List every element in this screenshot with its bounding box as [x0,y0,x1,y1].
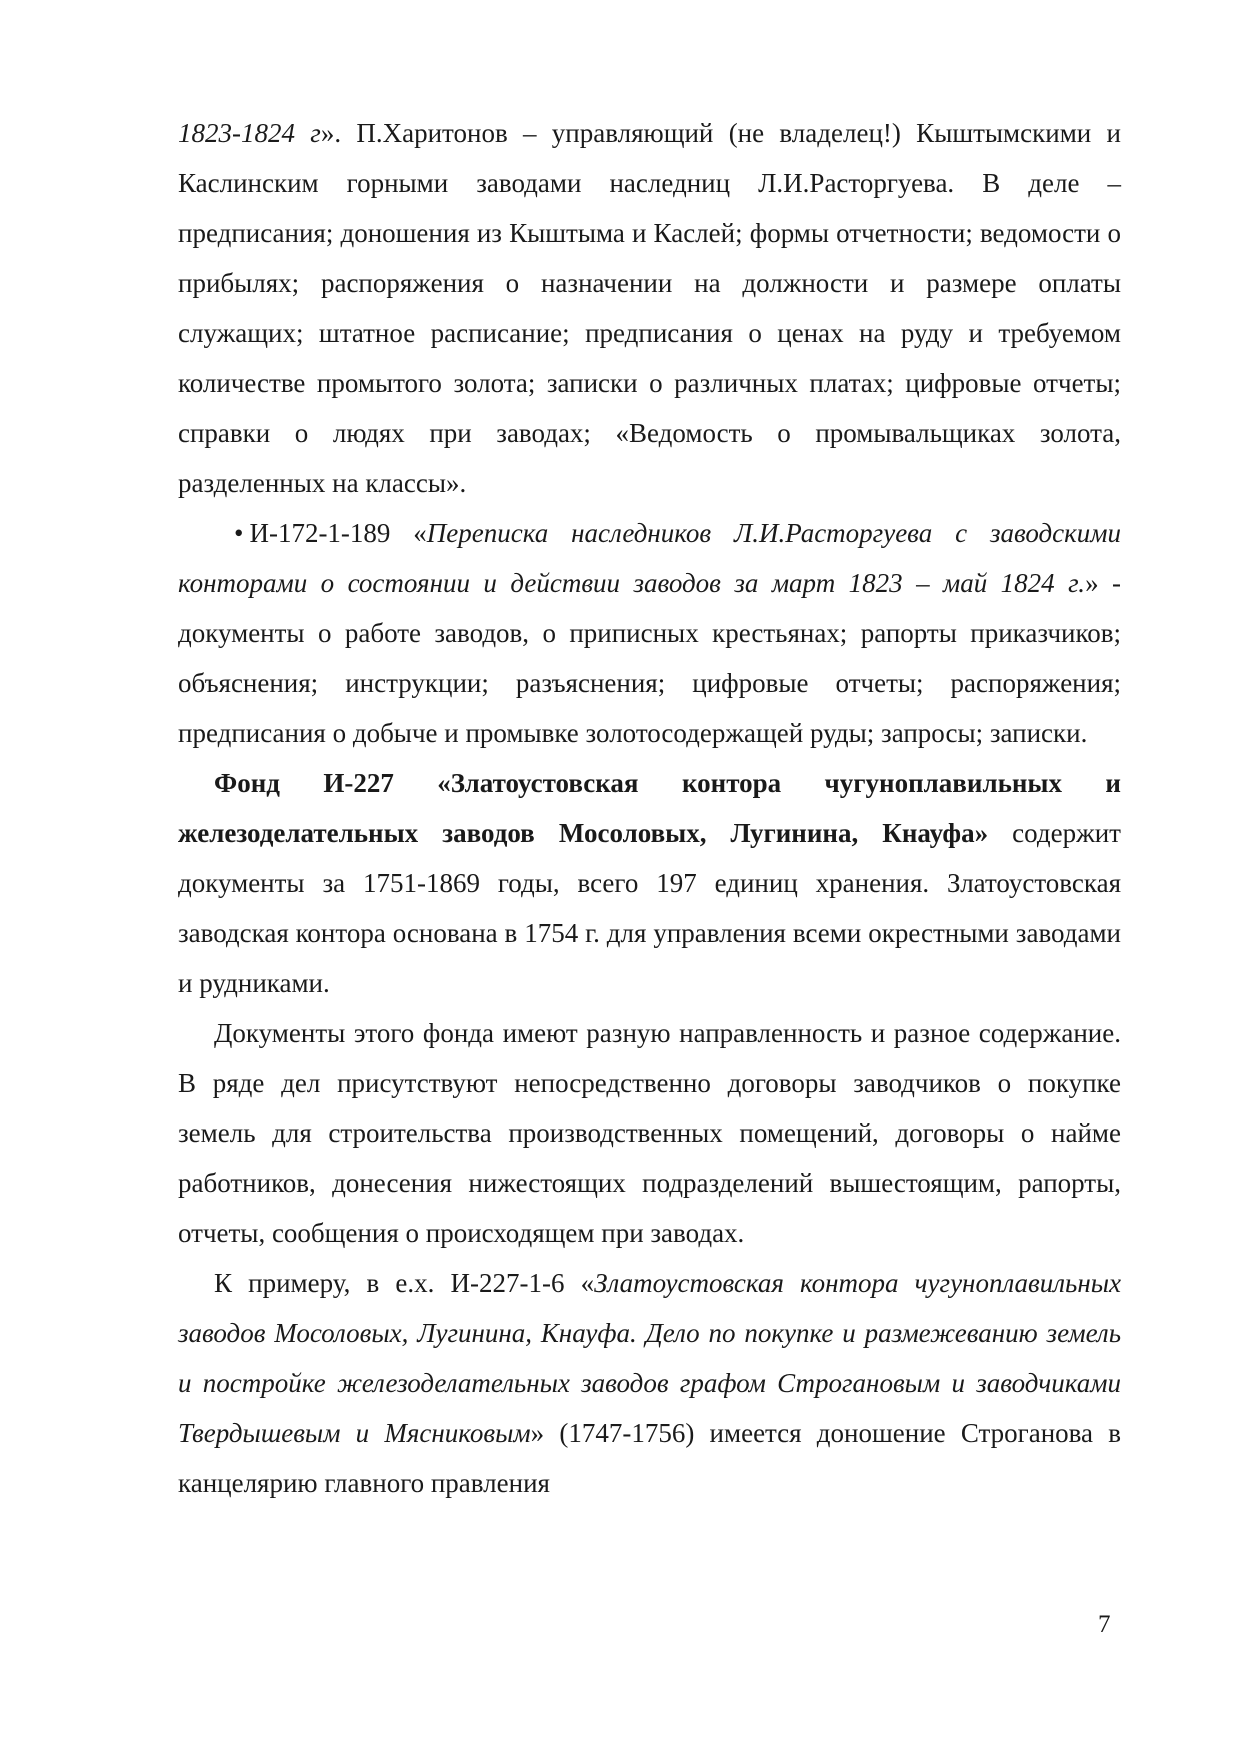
paragraph-4 [178,1008,1121,1258]
paragraph-3-bold: Фонд И-227 «Златоустовская контора чугуноплавильных и железоделательных заводов Мосоловых, Лугинина, Кнауфа» [178,768,1121,848]
bullet-icon: • [234,518,244,548]
paragraph-5-lead: К примеру, в е.х. И-227-1-6 « [214,1268,595,1298]
paragraph-2-italic: Переписка наследников Л.И.Расторгуева с заводскими конторами о состоянии и действии заводов за март 1823 – май 1824 г. [178,518,1121,598]
paragraph-2-text: » - документы о работе заводов, о приписных крестьянах; рапорты приказчиков; объяснения; инструкции; разъяснения; цифровые отчеты; распоряжения; предписания о добыче и промывке золотосодержащей руды; запросы; записки. [178,568,1121,748]
paragraph-1 [178,108,1121,508]
page-number: 7 [1098,1611,1111,1638]
paragraph-5 [178,1258,1121,1508]
paragraph-4-text: Документы этого фонда имеют разную направленность и разное содержание. В ряде дел присутствуют непосредственно договоры заводчиков о покупке земель для строительства производственных помещений, договоры о найме работников, донесения нижестоящих подразделений вышестоящим, рапорты, отчеты, сообщения о происходящем при заводах. [178,1018,1121,1248]
paragraph-2-lead: И-172-1-189 « [249,518,427,548]
page-body [178,108,1121,1508]
paragraph-3-text: содержит документы за 1751-1869 годы, всего 197 единиц хранения. Златоустовская заводская контора основана в 1754 г. для управления всеми окрестными заводами и рудниками. [178,818,1121,998]
paragraph-2 [178,508,1121,758]
paragraph-3 [178,758,1121,1008]
paragraph-1-text: ». П.Харитонов – управляющий (не владелец!) Кыштымскими и Каслинским горными заводами наследниц Л.И.Расторгуева. В деле – предписания; доношения из Кыштыма и Каслей; формы отчетности; ведомости о прибылях; распоряжения о назначении на должности и размере оплаты служащих; штатное расписание; предписания о ценах на руду и требуемом количестве промытого золота; записки о различных платах; цифровые отчеты; справки о людях при заводах; «Ведомость о промывальщиках золота, разделенных на классы». [178,118,1121,498]
paragraph-5-text: » (1747-1756) имеется доношение Строганова в канцелярию главного правления [178,1418,1121,1498]
paragraph-5-italic: Златоустовская контора чугуноплавильных заводов Мосоловых, Лугинина, Кнауфа. Дело по покупке и размежеванию земель и постройке железоделательных заводов графом Строгановым и заводчиками Твердышевым и Мясниковым [178,1268,1121,1448]
paragraph-1-italic: 1823-1824 г [178,118,321,148]
